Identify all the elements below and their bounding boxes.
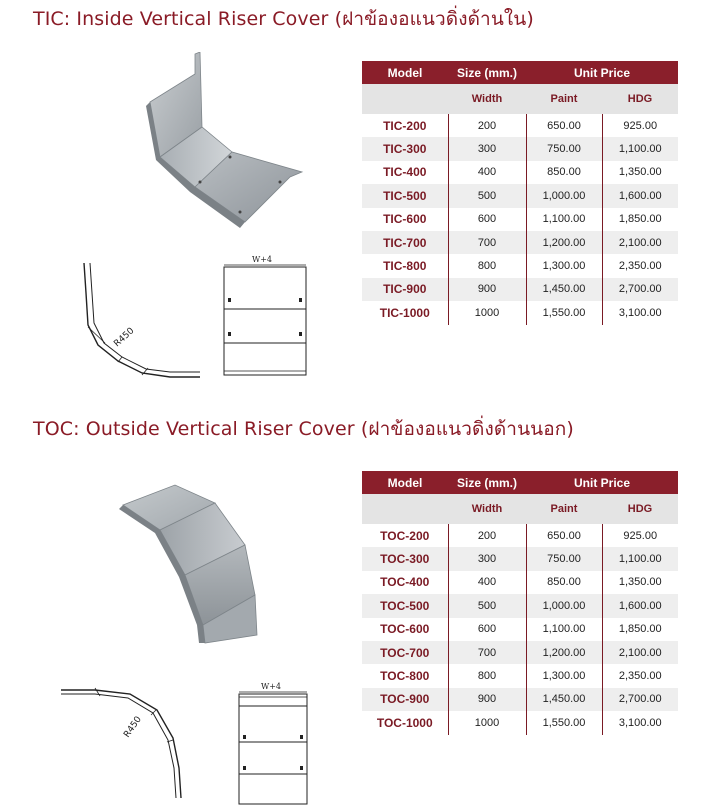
width-cell: 1000: [448, 301, 526, 324]
hdg-cell: 2,350.00: [602, 664, 678, 687]
model-cell: TIC-600: [383, 212, 427, 227]
width-cell: 800: [448, 254, 526, 277]
table-row: [362, 571, 678, 594]
hdg-cell: 925.00: [602, 524, 678, 547]
table-row: [362, 208, 678, 231]
col-header-model: Model: [362, 471, 448, 494]
table-row: [362, 641, 678, 664]
hdg-cell: 3,100.00: [602, 711, 678, 734]
paint-cell: 750.00: [526, 547, 602, 570]
width-cell: 700: [448, 641, 526, 664]
table-row: [362, 547, 678, 570]
toc-front-drawing: [233, 680, 313, 805]
paint-cell: 1,200.00: [526, 641, 602, 664]
col-header-hdg: HDG: [602, 494, 678, 524]
col-header-size: Size (mm.): [448, 471, 526, 494]
model-cell: TOC-700: [362, 641, 448, 664]
tic-title: TIC: Inside Vertical Riser Cover (ฝาข้องอแนวดิ่งด้านใน): [33, 8, 534, 30]
col-header-size: Size (mm.): [448, 61, 526, 84]
col-header-unit-price: Unit Price: [526, 61, 678, 84]
tic-price-table: [362, 61, 678, 325]
toc-price-table: [362, 471, 678, 735]
col-header-hdg: HDG: [602, 84, 678, 114]
paint-cell: 750.00: [526, 137, 602, 160]
width-cell: 200: [448, 524, 526, 547]
col-header-width: Width: [448, 494, 526, 524]
paint-cell: 1,300.00: [526, 664, 602, 687]
model-cell: TIC-300: [362, 137, 448, 160]
toc-side-drawing: [55, 680, 205, 805]
paint-cell: 650.00: [526, 114, 602, 137]
col-header-unit-price: Unit Price: [526, 471, 678, 494]
col-header-model: Model: [362, 61, 448, 84]
table-row: [362, 114, 678, 137]
width-cell: 200: [448, 114, 526, 137]
hdg-cell: 2,100.00: [602, 231, 678, 254]
width-cell: 900: [448, 688, 526, 711]
paint-cell: 1,300.00: [526, 254, 602, 277]
hdg-cell: 1,100.00: [602, 137, 678, 160]
paint-cell: 1,000.00: [526, 594, 602, 617]
model-cell: TIC-400: [383, 165, 427, 180]
width-cell: 300: [448, 547, 526, 570]
width-cell: 600: [448, 208, 526, 231]
model-cell: TOC-200: [380, 528, 430, 543]
model-cell: TOC-300: [362, 547, 448, 570]
table-row: [362, 594, 678, 617]
tic-width-label: W+4: [252, 255, 273, 264]
model-cell: TOC-800: [380, 669, 430, 684]
col-header-width: Width: [448, 84, 526, 114]
tic-side-drawing: [60, 255, 210, 385]
hdg-cell: 1,600.00: [602, 184, 678, 207]
width-cell: 300: [448, 137, 526, 160]
hdg-cell: 2,100.00: [602, 641, 678, 664]
model-cell: TIC-1000: [379, 305, 430, 320]
model-cell: TOC-900: [362, 688, 448, 711]
col-header-paint: Paint: [526, 84, 602, 114]
table-row: [362, 618, 678, 641]
table-row: [362, 688, 678, 711]
model-cell: TIC-800: [383, 259, 427, 274]
hdg-cell: 2,350.00: [602, 254, 678, 277]
table-row: [362, 161, 678, 184]
hdg-cell: 925.00: [602, 114, 678, 137]
hdg-cell: 1,100.00: [602, 547, 678, 570]
hdg-cell: 2,700.00: [602, 278, 678, 301]
paint-cell: 1,450.00: [526, 688, 602, 711]
model-cell: TIC-200: [383, 118, 427, 133]
paint-cell: 1,100.00: [526, 208, 602, 231]
table-row: [362, 184, 678, 207]
model-cell: TIC-900: [362, 278, 448, 301]
model-cell: TOC-500: [362, 594, 448, 617]
width-cell: 500: [448, 594, 526, 617]
paint-cell: 1,550.00: [526, 301, 602, 324]
paint-cell: 850.00: [526, 571, 602, 594]
table-row: [362, 524, 678, 547]
width-cell: 1000: [448, 711, 526, 734]
paint-cell: 1,100.00: [526, 618, 602, 641]
paint-cell: 1,550.00: [526, 711, 602, 734]
toc-product-photo: [115, 475, 275, 650]
hdg-cell: 3,100.00: [602, 301, 678, 324]
tic-front-drawing: [218, 250, 313, 382]
hdg-cell: 1,350.00: [602, 161, 678, 184]
hdg-cell: 2,700.00: [602, 688, 678, 711]
table-row: [362, 278, 678, 301]
width-cell: 600: [448, 618, 526, 641]
width-cell: 900: [448, 278, 526, 301]
table-row: [362, 711, 678, 734]
model-cell: TOC-1000: [376, 715, 433, 730]
paint-cell: 850.00: [526, 161, 602, 184]
hdg-cell: 1,850.00: [602, 618, 678, 641]
model-cell: TOC-600: [380, 622, 430, 637]
width-cell: 400: [448, 161, 526, 184]
model-cell: TIC-700: [362, 231, 448, 254]
toc-width-label: W+4: [261, 682, 282, 691]
width-cell: 800: [448, 664, 526, 687]
hdg-cell: 1,850.00: [602, 208, 678, 231]
toc-title: TOC: Outside Vertical Riser Cover (ฝาข้องอแนวดิ่งด้านนอก): [33, 418, 574, 440]
table-row: [362, 254, 678, 277]
table-row: [362, 137, 678, 160]
width-cell: 500: [448, 184, 526, 207]
width-cell: 700: [448, 231, 526, 254]
table-row: [362, 664, 678, 687]
paint-cell: 650.00: [526, 524, 602, 547]
width-cell: 400: [448, 571, 526, 594]
toc-radius-label: R450: [122, 714, 144, 740]
model-cell: TIC-500: [362, 184, 448, 207]
table-row: [362, 231, 678, 254]
paint-cell: 1,000.00: [526, 184, 602, 207]
hdg-cell: 1,600.00: [602, 594, 678, 617]
paint-cell: 1,450.00: [526, 278, 602, 301]
hdg-cell: 1,350.00: [602, 571, 678, 594]
col-header-paint: Paint: [526, 494, 602, 524]
model-cell: TOC-400: [380, 575, 430, 590]
tic-radius-label: R450: [112, 326, 137, 350]
tic-product-photo: [140, 52, 330, 242]
paint-cell: 1,200.00: [526, 231, 602, 254]
table-row: [362, 301, 678, 324]
